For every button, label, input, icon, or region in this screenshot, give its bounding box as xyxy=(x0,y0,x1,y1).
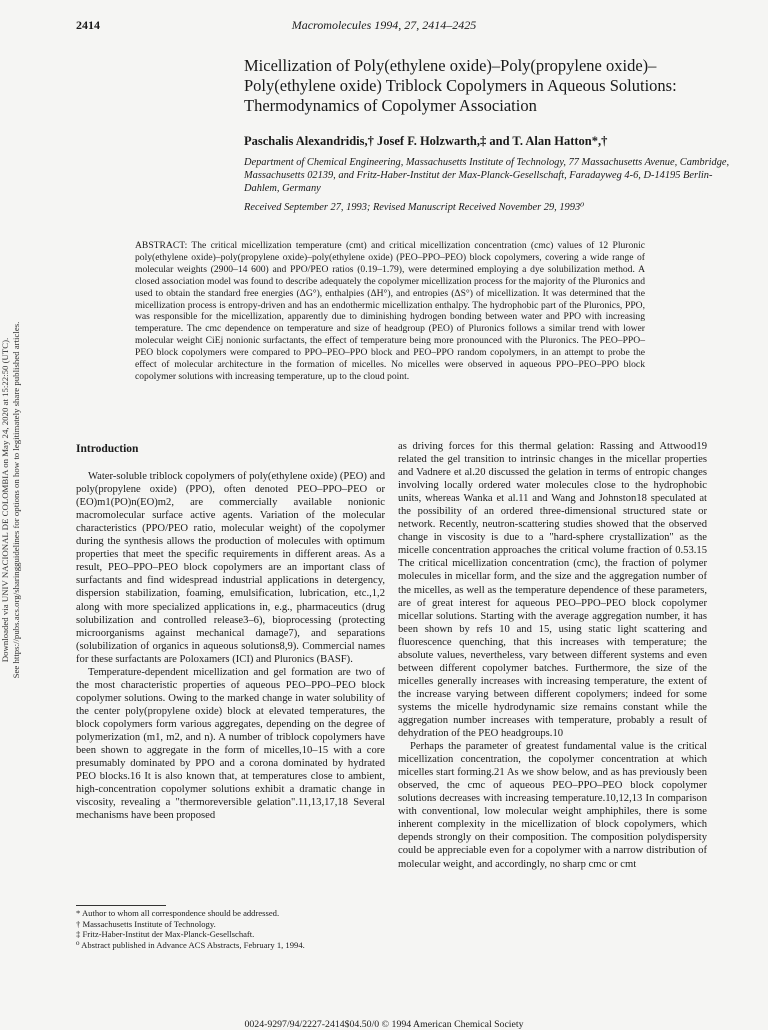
download-side-note xyxy=(0,290,22,710)
page-footer: 0024-9297/94/2227-2414$04.50/0 © 1994 American Chemical Society xyxy=(244,1019,524,1030)
footnote-divider xyxy=(76,905,166,906)
intro-paragraph-2: Temperature-dependent micellization and gel formation are two of the most characteristic properties of aqueous PEO–PPO–PEO block copolymer solutions. Owing to the marked change in water solubility of the center poly(propylene oxide) block at elevated temperatures, the block copolymers form various aggregates, depending on the degree of polymerization (m1, m2, and n). A number of triblock copolymers have been shown to aggregate in the form of micelles,10–15 with a core presumably dominated by PPO and a corona dominated by hydrated PEO blocks.16 It is also known that, at temperatures close to ambient, high-concentration copolymer solutions exhibit a dramatic change in viscosity, revealing a "thermoreversible gelation".11,13,17,18 Several mechanisms have been proposed xyxy=(76,666,385,822)
section-heading-introduction: Introduction xyxy=(76,443,139,455)
author-list: Paschalis Alexandridis,† Josef F. Holzwarth,‡ and T. Alan Hatton*,† xyxy=(244,134,608,148)
intro-paragraph-3: Perhaps the parameter of greatest fundamental value is the critical micellization concentration, the copolymer concentration at which micelles start forming.21 As we show below, and as has previously been observed, the cmc of aqueous PEO–PPO–PEO block copolymer solutions decreases with increasing temperature.10,12,13 In comparison with conventional, low molecular weight amphiphiles, there is some inherent complexity in the micellization of block copolymers, which depends strongly on their composition. The composition polydispersity could be appreciable even for a copolymer with a narrow distribution of molecular weight, and accordingly, no sharp cmc or cmt xyxy=(398,741,707,870)
side-note-line-2: See https://pubs.acs.org/sharingguidelines for options on how to legitimately share published articles. xyxy=(11,321,21,679)
footnote-fritz-haber: ‡ Fritz-Haber-Institut der Max-Planck-Gesellschaft. xyxy=(76,929,255,940)
right-column xyxy=(398,440,707,871)
intro-paragraph-1: Water-soluble triblock copolymers of poly(ethylene oxide) (PEO) and poly(propylene oxide) (PPO), often denoted PEO–PPO–PEO or (EO)m1(PO)n(EO)m2, are commercially available nonionic macromolecular surface active agents. Variation of the molecular characteristics (PPO/PEO ratio, molecular weight) of the copolymer during the synthesis allows the production of molecules with optimum properties that meet the specific requirements in different areas. As a result, PEO–PPO–PEO block copolymers are an important class of surfactants and find widespread industrial applications in detergency, dispersion stabilization, foaming, emulsification, lubrication, etc.,1,2 along with more specialized applications in, e.g., pharmaceutics (drug solubilization and controlled release3–6), bioprocessing (protecting microorganisms against mechanical damage7), and separations (solubilization of organics in aqueous solutions8,9). Commercial names for these surfactants are Poloxamers (ICI) and Pluronics (BASF). xyxy=(76,471,385,665)
footnote-abstract-published: ⁰ Abstract published in Advance ACS Abstracts, February 1, 1994. xyxy=(76,939,305,950)
abstract: ABSTRACT: The critical micellization temperature (cmt) and critical micellization concentration (cmc) values of 12 Pluronic poly(ethylene oxide)–poly(propylene oxide)–poly(ethylene oxide) (PEO–PPO–PEO) block copolymers, covering a wide range of molecular weights (2900–14 600) and PPO/PEO ratios (0.19–1.79), were determined employing a dye solubilization method. A closed association model was found to describe adequately the copolymer micellization process for the majority of the Pluronics and used to obtain the standard free energies (ΔG°), enthalpies (ΔH°), and entropies (ΔS°) of micellization. It was determined that the micellization process is entropy-driven and has an endothermic micellization enthalpy. The hydrophobic part of the Pluronics, PPO, was responsible for the micellization, apparently due to diminishing hydrogen bonding between water and PPO with increasing temperature. The cmc dependence on temperature and size of headgroup (PEO) of Pluronics follows a similar trend with lower molecular weight CiEj nonionic surfactants, the effect of temperature being more pronounced with the Pluronics. The PEO–PPO–PEO block copolymers were compared to PPO–PEO–PPO block and PEO–PPO random copolymers, in an attempt to probe the effect of molecular architecture in the formation of micelles. No micelles were observed in aqueous PPO–PEO–PPO block copolymer solutions with increasing temperature, up to the cloud point. xyxy=(135,240,645,382)
footnotes xyxy=(76,908,396,950)
intro-paragraph-2-continued: as driving forces for this thermal gelation: Rassing and Attwood19 related the gel transition to intrinsic changes in the micellar properties and Vadnere et al.20 discussed the gelation in terms of entropic changes involving locally ordered water molecules close to the hydrophobic units, whereas Wanka et al.11 and Wang and Johnston18 speculated at the possibility of an ordered three-dimensional structured state or network. Recently, neutron-scattering studies showed that the observed change in viscosity is due to a "hard-sphere crystallization" as the micelle concentration approaches the critical volume fraction of 0.53.15 The critical micellization concentration (cmc), the fraction of polymer molecules in micellar form, and the size and the aggregation number of the micelles, as well as the temperature dependence of these parameters, are of great interest for aqueous PEO–PPO–PEO block copolymer micellar solutions. Starting with the average aggregation number, it has been shown by refs 10 and 15, using static light scattering and fluorescence quenching, that this increases with temperature; the absolute values, nevertheless, vary between different systems and even between different copolymer batches. Furthermore, the size of the micelles generally increases with increasing temperature, the extent of the increase varying between different copolymers; indeed for some systems the micelle hydrodynamic size remains constant while the aggregation number increases with temperature, probably a result of dehydration of the PEO headgroups.10 xyxy=(398,441,707,740)
affiliation: Department of Chemical Engineering, Massachusetts Institute of Technology, 77 Massachusetts Avenue, Cambridge, Massachusetts 02139, and Fritz-Haber-Institut der Max-Planck-Gesellschaft, Faradayweg 4-6, D-14195 Berlin-Dahlem, Germany xyxy=(244,157,730,194)
side-note-line-1: Downloaded via UNIV NACIONAL DE COLOMBIA on May 24, 2020 at 15:22:50 (UTC). xyxy=(0,337,10,663)
footnote-mit: † Massachusetts Institute of Technology. xyxy=(76,918,216,929)
left-column xyxy=(76,440,385,822)
received-dates: Received September 27, 1993; Revised Manuscript Received November 29, 1993⁰ xyxy=(244,202,585,213)
journal-citation: Macromolecules 1994, 27, 2414–2425 xyxy=(291,18,477,32)
page-number: 2414 xyxy=(76,18,100,32)
article-title: Micellization of Poly(ethylene oxide)–Poly(propylene oxide)–Poly(ethylene oxide) Triblock Copolymers in Aqueous Solutions: Thermodynamics of Copolymer Association xyxy=(244,56,677,115)
footnote-correspondence: * Author to whom all correspondence should be addressed. xyxy=(76,908,280,918)
